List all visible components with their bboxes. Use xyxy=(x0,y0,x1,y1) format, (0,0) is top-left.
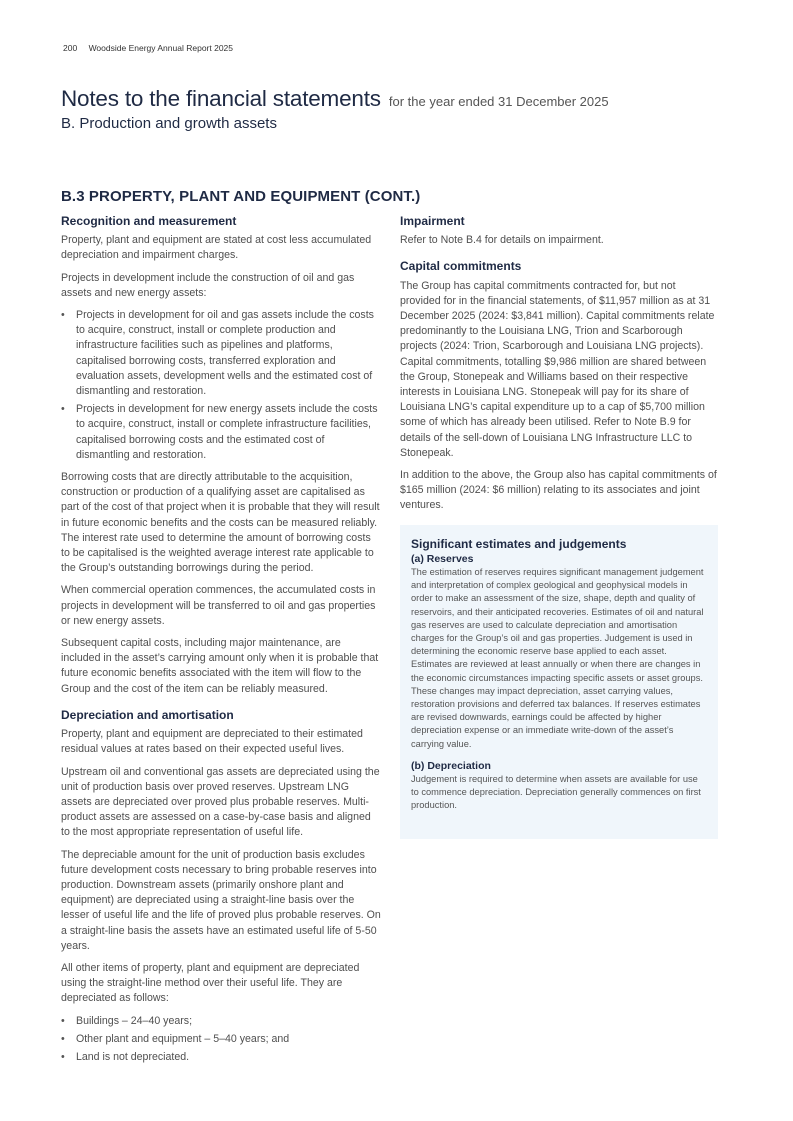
paragraph: Property, plant and equipment are depreciated to their estimated residual values at rates based on their expected useful lives. xyxy=(61,728,363,756)
page-title-period: for the year ended 31 December 2025 xyxy=(388,94,609,109)
judgements-heading: Significant estimates and judgements xyxy=(411,537,627,551)
significant-estimates-box xyxy=(400,525,718,839)
page-title-main: Notes to the financial statements xyxy=(61,86,381,111)
paragraph: In addition to the above, the Group also has capital commitments of $165 million (2024: $6 million) relating to its associates and joint ventures. xyxy=(400,469,717,512)
paragraph: The depreciable amount for the unit of production basis excludes future development costs necessary to bring probable reserves into production. Downstream assets (primarily onshore plant and equipment) are depreciated using a straight-line basis over the lesser of useful life and the life of proved plus probable reserves. On a straight-line basis the assets have an estimated useful life of 5-50 years. xyxy=(61,848,381,952)
paragraph: Borrowing costs that are directly attributable to the acquisition, construction or production of a qualifying asset are capitalised as part of the cost of that project when it is probable that they will result in future economic benefits and the costs can be measured reliably. The interest rate used to determine the amount of borrowing costs to be capitalised is the weighted average interest rate applicable to the Group’s outstanding borrowings during the period. xyxy=(61,471,380,575)
left-column xyxy=(61,214,381,1072)
list-item: • Projects in development for oil and gas assets include the costs to acquire, construct, install or complete production and infrastructure facilities such as pipelines and platforms, capitalised borrowing costs, transferred exploration and evaluation assets, development wells and the estimated cost of dismantling and restoration. xyxy=(61,308,381,399)
report-title: Woodside Energy Annual Report 2025 xyxy=(88,43,234,53)
paragraph: Upstream oil and conventional gas assets are depreciated using the unit of production basis over proved reserves. Upstream LNG assets are depreciated over proved plus probable reserves. Multi-product assets are assessed on a case-by-case basis and aligned to the most appropriate representation of useful life. xyxy=(61,765,380,839)
note-heading: B.3 PROPERTY, PLANT AND EQUIPMENT (CONT.) xyxy=(61,188,421,205)
paragraph: All other items of property, plant and equipment are depreciated using the straight-line method over their useful life. They are depreciated as follows: xyxy=(61,961,360,1005)
list-item: • Buildings – 24–40 years; xyxy=(61,1014,381,1029)
impairment-heading: Impairment xyxy=(400,214,465,228)
recognition-heading: Recognition and measurement xyxy=(61,214,237,228)
depreciation-judgement-heading: (b) Depreciation xyxy=(411,759,491,772)
projects-list xyxy=(61,308,381,463)
paragraph: The Group has capital commitments contracted for, but not provided for in the financial statements, of $11,957 million as at 31 December 2025 (2024: $3,841 million). Capital commitments relate predominantly to the Louisiana LNG, Trion and Scarborough projects (2024: Trion, Scarborough and Louisiana LNG projects). Capital commitments, totalling $9,986 million are shared between the Group, Stonepeak and Williams based on their respective interests in Louisiana LNG. Stonepeak will pay for its share of Louisiana LNG’s capital expenditure up to a cap of $5,700 million some of which has already been utilised. Refer to Note B.9 for details of the sell-down of Louisiana LNG Infrastructure LLC to Stonepeak. xyxy=(400,279,715,459)
paragraph: Property, plant and equipment are stated at cost less accumulated depreciation and impairment charges. xyxy=(61,234,372,262)
paragraph: Refer to Note B.4 for details on impairment. xyxy=(400,234,604,247)
paragraph: Projects in development include the construction of oil and gas assets and new energy assets: xyxy=(61,271,355,299)
reserves-text: The estimation of reserves requires significant management judgement and interpretation of complex geological and geophysical models in order to make an assessment of the size, shape, depth and quality of reservoirs, and their anticipated recoveries. Estimates of oil and natural gas reserves are used to calculate depreciation and amortisation charges for the Group’s oil and gas properties. Judgement is used in determining the economic reserve base applied to each asset. Estimates are reviewed at least annually or when there are changes in the economic circumstances impacting specific assets or asset groups. These changes may impact depreciation, asset carrying values, restoration provisions and deferred tax balances. If reserves estimates are revised downwards, earnings could be affected by higher depreciation expense or an immediate write-down of the asset’s carrying value. xyxy=(411,567,704,749)
reserves-heading: (a) Reserves xyxy=(411,553,474,565)
section-title: B. Production and growth assets xyxy=(61,115,277,132)
paragraph: Subsequent capital costs, including major maintenance, are included in the asset’s carrying amount only when it is probable that future economic benefits associated with the item will flow to the Group and the cost of the item can be reliably measured. xyxy=(61,637,379,695)
capital-commitments-heading: Capital commitments xyxy=(400,259,522,274)
page-number: 200 xyxy=(63,43,78,53)
page-header xyxy=(63,43,242,53)
list-item: • Other plant and equipment – 5–40 years; and xyxy=(61,1032,381,1047)
paragraph: When commercial operation commences, the accumulated costs in projects in development will be transferred to oil and gas properties or new energy assets. xyxy=(61,584,376,627)
useful-life-list xyxy=(61,1014,381,1066)
right-column xyxy=(400,214,718,521)
list-item: • Land is not depreciated. xyxy=(61,1050,381,1065)
title-block xyxy=(61,86,741,132)
depreciation-judgement-text: Judgement is required to determine when assets are available for use to commence depreciation. Depreciation generally commences on first production. xyxy=(411,773,701,811)
list-item: • Projects in development for new energy assets include the costs to acquire, construct, install or complete infrastructure facilities, capitalised borrowing costs and the estimated cost of dismantling and restoration. xyxy=(61,402,381,463)
depreciation-heading: Depreciation and amortisation xyxy=(61,707,234,722)
page-title xyxy=(61,86,741,112)
